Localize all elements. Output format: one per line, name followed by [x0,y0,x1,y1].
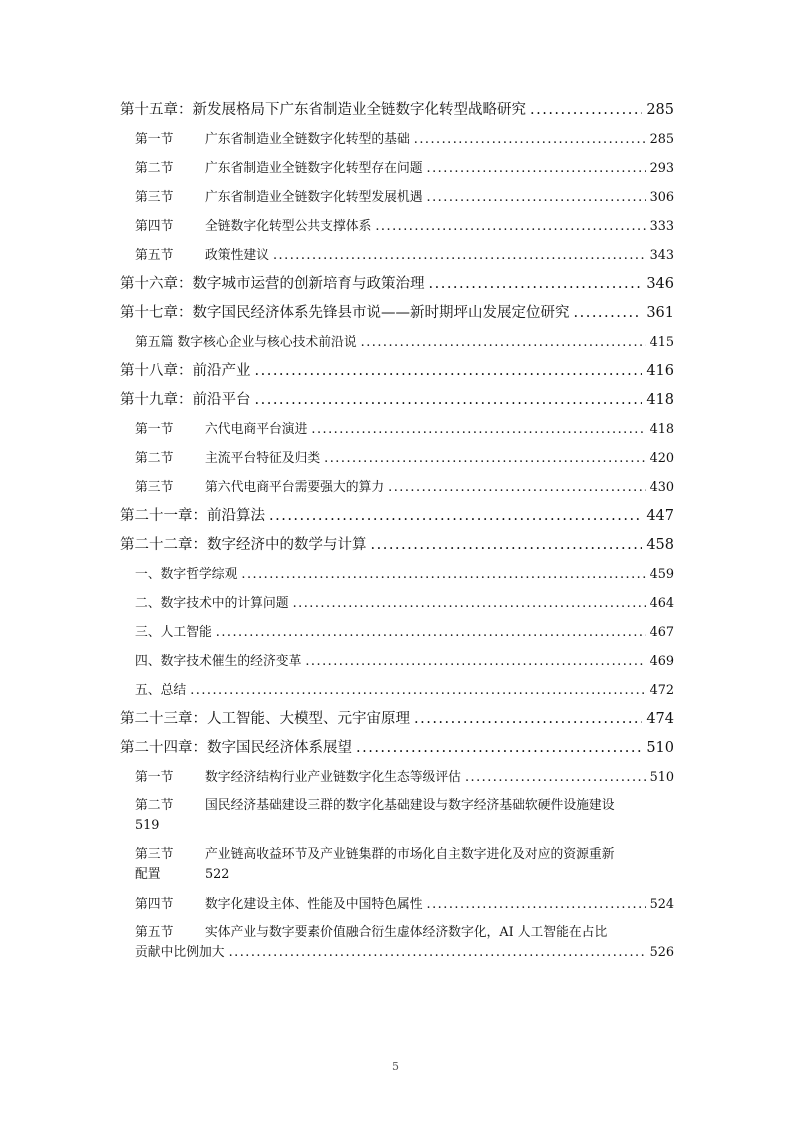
toc-section[interactable] [120,183,674,212]
toc-page: 285 [646,102,674,118]
leader-dots [293,589,646,618]
leader-dots [305,647,645,676]
leader-dots [371,531,643,560]
leader-dots [255,386,643,415]
toc-page: 464 [649,596,674,611]
leader-dots [427,183,646,212]
toc-chapter-24[interactable] [120,734,674,763]
toc-title-continued: 贡献中比例加大 [135,945,225,960]
leader-dots [361,328,646,357]
leader-dots [414,705,642,734]
toc-title: 政策性建议 [205,248,269,263]
toc-chapter-17[interactable] [120,299,674,328]
toc-page: 346 [646,276,674,292]
toc-title: 主流平台特征及归类 [205,451,321,466]
toc-label: 第三节 [135,847,174,862]
toc-title: 三、人工智能 [135,625,212,640]
leader-dots [530,96,642,125]
toc-page: 285 [649,132,674,147]
toc-section[interactable] [120,212,674,241]
toc-section[interactable] [120,763,674,792]
toc-section-wrapped[interactable] [120,841,674,890]
toc-section[interactable] [120,241,674,270]
toc-label-continued: 配置 [135,867,161,882]
toc-title: 广东省制造业全链数字化转型存在问题 [205,161,423,176]
leader-dots [574,299,643,328]
toc-page: 519 [135,818,160,833]
toc-section[interactable] [120,154,674,183]
toc-title: 全链数字化转型公共支撑体系 [205,219,372,234]
leader-dots [324,444,645,473]
toc-subitem[interactable] [120,618,674,647]
leader-dots [427,154,646,183]
toc-section[interactable] [120,444,674,473]
toc-page: 293 [649,161,674,176]
toc-page: 510 [649,770,674,785]
toc-title: 第二十二章：数字经济中的数学与计算 [120,537,367,553]
toc-chapter-15[interactable] [120,96,674,125]
toc-chapter-21[interactable] [120,502,674,531]
toc-page: 467 [649,625,674,640]
toc-part[interactable] [120,328,674,357]
toc-chapter-19[interactable] [120,386,674,415]
toc-label: 第五节 [135,248,174,263]
toc-title: 产业链高收益环节及产业链集群的市场化自主数字进化及对应的资源重新 [205,847,615,862]
toc-chapter-16[interactable] [120,270,674,299]
toc-title: 数字经济结构行业产业链数字化生态等级评估 [205,770,461,785]
toc-title: 第六代电商平台需要强大的算力 [205,480,385,495]
toc-title: 国民经济基础建设三群的数字化基础建设与数字经济基础软硬件设施建设 [205,798,615,813]
toc-section[interactable] [120,473,674,502]
toc-title: 第十五章：新发展格局下广东省制造业全链数字化转型战略研究 [120,102,526,118]
toc-title: 第二十四章：数字国民经济体系展望 [120,740,352,756]
toc-chapter-23[interactable] [120,705,674,734]
toc-label: 第一节 [135,422,174,437]
toc-page: 474 [646,711,674,727]
toc-page: 418 [649,422,674,437]
toc-title: 数字化建设主体、性能及中国特色属性 [205,897,423,912]
toc-section[interactable] [120,890,674,919]
leader-dots [356,734,642,763]
toc-title: 广东省制造业全链数字化转型的基础 [205,132,410,147]
toc-label: 第一节 [135,132,174,147]
leader-dots [190,676,645,705]
leader-dots [311,415,645,444]
toc-subitem[interactable] [120,647,674,676]
toc-page: 418 [646,392,674,408]
toc-subitem[interactable] [120,589,674,618]
toc-page: 469 [649,654,674,669]
toc-page: 361 [646,305,674,321]
toc-page: 447 [646,508,674,524]
toc-section[interactable] [120,125,674,154]
leader-dots [216,618,646,647]
toc-title: 第二十一章：前沿算法 [120,508,265,524]
leader-dots [427,890,646,919]
toc-section-wrapped[interactable] [120,792,674,841]
toc-title: 实体产业与数字要素价值融合衍生虚体经济数字化，AI 人工智能在占比 [205,925,608,940]
toc-title: 第十七章：数字国民经济体系先锋县市说——新时期坪山发展定位研究 [120,305,570,321]
toc-page: 458 [646,537,674,553]
leader-dots [273,241,646,270]
toc-chapter-18[interactable] [120,357,674,386]
toc-page: 472 [649,683,674,698]
toc-label: 第二节 [135,161,174,176]
toc-page: 510 [646,740,674,756]
toc-page: 333 [649,219,674,234]
leader-dots [269,502,642,531]
leader-dots [255,357,643,386]
leader-dots [388,473,645,502]
toc-title: 五、总结 [135,683,187,698]
toc-page: 522 [205,867,230,882]
toc-title: 第十九章：前沿平台 [120,392,251,408]
toc-page: 415 [649,335,674,350]
toc-subitem[interactable] [120,676,674,705]
page-number: 5 [392,1060,399,1073]
toc-page: 524 [649,897,674,912]
toc-label: 第五节 [135,925,174,940]
toc-label: 第二节 [135,798,174,813]
leader-dots [414,125,646,154]
toc-subitem[interactable] [120,560,674,589]
toc-label: 第三节 [135,190,174,205]
leader-dots [429,270,643,299]
leader-dots [229,943,646,963]
toc-page: 416 [646,363,674,379]
toc-title: 二、数字技术中的计算问题 [135,596,289,611]
toc-title: 四、数字技术催生的经济变革 [135,654,302,669]
toc-title: 第十八章：前沿产业 [120,363,251,379]
toc-page: 526 [649,945,674,960]
toc-page: 459 [649,567,674,582]
leader-dots [375,212,645,241]
toc-page: 430 [649,480,674,495]
toc-label: 第四节 [135,219,174,234]
toc-label: 第四节 [135,897,174,912]
toc-title: 第五篇 数字核心企业与核心技术前沿说 [135,335,357,350]
toc-title: 第十六章：数字城市运营的创新培育与政策治理 [120,276,425,292]
leader-dots [465,763,646,792]
toc-page: 420 [649,451,674,466]
toc-label: 第一节 [135,770,174,785]
toc-label: 第二节 [135,451,174,466]
toc-title: 一、数字哲学综观 [135,567,238,582]
toc-title: 广东省制造业全链数字化转型发展机遇 [205,190,423,205]
leader-dots [241,560,645,589]
toc-title: 六代电商平台演进 [205,422,308,437]
toc-section-wrapped[interactable] [120,919,674,968]
toc-label: 第三节 [135,480,174,495]
toc-page: 306 [649,190,674,205]
toc-section[interactable] [120,415,674,444]
table-of-contents [120,96,674,968]
toc-chapter-22[interactable] [120,531,674,560]
toc-title: 第二十三章：人工智能、大模型、元宇宙原理 [120,711,410,727]
toc-page: 343 [649,248,674,263]
